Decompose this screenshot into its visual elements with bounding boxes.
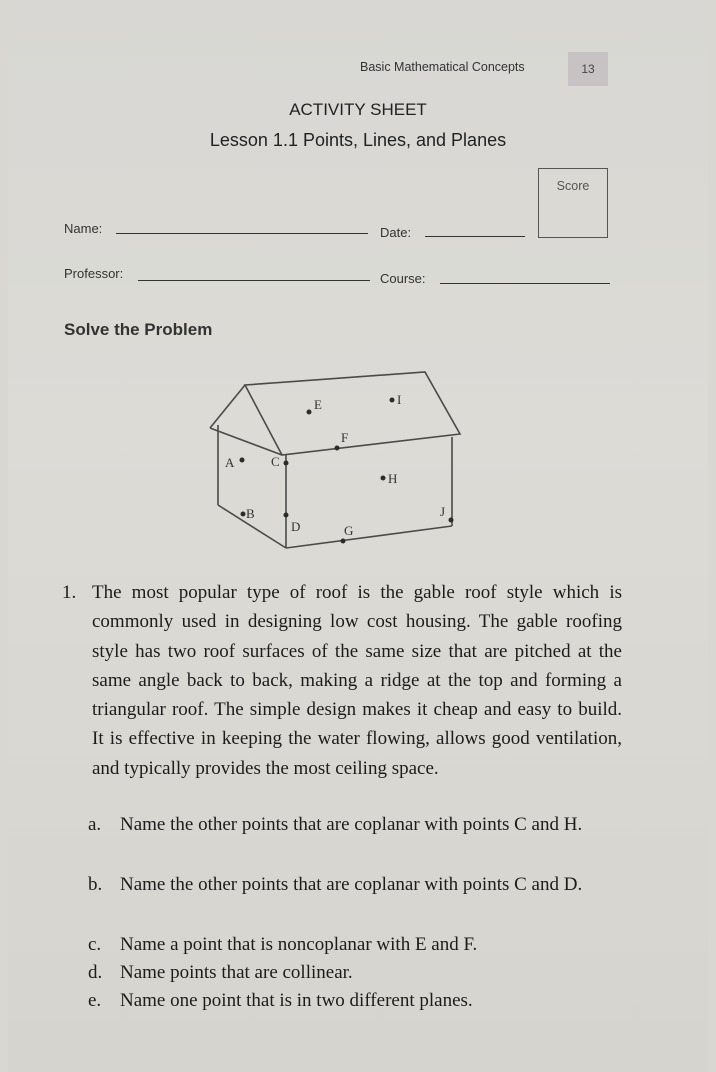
professor-label: Professor: xyxy=(64,266,124,281)
activity-title: ACTIVITY SHEET xyxy=(289,100,427,119)
point-a xyxy=(240,458,245,463)
label-b: B xyxy=(246,506,255,521)
left-wall-slant xyxy=(210,428,282,455)
label-i: I xyxy=(397,392,402,407)
lesson-title: Lesson 1.1 Points, Lines, and Planes xyxy=(209,130,507,150)
point-b xyxy=(241,512,246,517)
sub-letter: b. xyxy=(88,874,103,895)
date-label: Date: xyxy=(380,225,412,240)
point-f xyxy=(335,446,340,451)
label-f: F xyxy=(341,430,349,445)
sub-letter: c. xyxy=(88,934,102,955)
point-e xyxy=(307,410,312,415)
score-label: Score xyxy=(556,179,590,193)
roof-face xyxy=(245,372,460,455)
left-wall-top xyxy=(210,385,245,428)
point-j xyxy=(449,518,454,523)
name-label: Name: xyxy=(64,221,103,236)
page-number-text: 13 xyxy=(581,62,595,76)
label-g: G xyxy=(344,523,354,538)
sub-letter: d. xyxy=(88,962,103,983)
point-g xyxy=(341,539,346,544)
bottom-right xyxy=(286,526,452,548)
sub-letter: e. xyxy=(88,990,102,1011)
section-heading: Solve the Problem xyxy=(64,320,213,339)
sub-text: Name a point that is noncoplanar with E and F. xyxy=(120,934,478,955)
label-j: J xyxy=(440,504,446,519)
label-c: C xyxy=(271,454,280,469)
question-number: 1. xyxy=(62,582,77,603)
point-i xyxy=(390,398,395,403)
sub-text: Name the other points that are coplanar with points C and D. xyxy=(120,874,583,895)
course-label: Course: xyxy=(380,271,426,286)
sub-text: Name points that are collinear. xyxy=(120,962,353,983)
point-d xyxy=(284,513,289,518)
label-e: E xyxy=(314,397,322,412)
label-a: A xyxy=(225,455,235,470)
label-h: H xyxy=(388,471,398,486)
running-header: Basic Mathematical Concepts xyxy=(360,60,525,74)
question-text: The most popular type of roof is the gable roof style which is commonly used in designing low cost housing. The gable roofing style has two roof surfaces of the same size that are pitched at the same angle back to back, making a ridge at the top and forming a triangular roof. The simple design makes it cheap and easy to build. It is effective in keeping the water flowing, allows good ventilation, and typically provides the most ceiling space. xyxy=(92,582,622,779)
point-c xyxy=(284,461,289,466)
sub-text: Name the other points that are coplanar with points C and H. xyxy=(120,814,583,835)
point-h xyxy=(381,476,386,481)
sub-letter: a. xyxy=(88,814,102,835)
label-d: D xyxy=(291,519,301,534)
sub-text: Name one point that is in two different planes. xyxy=(120,990,473,1011)
